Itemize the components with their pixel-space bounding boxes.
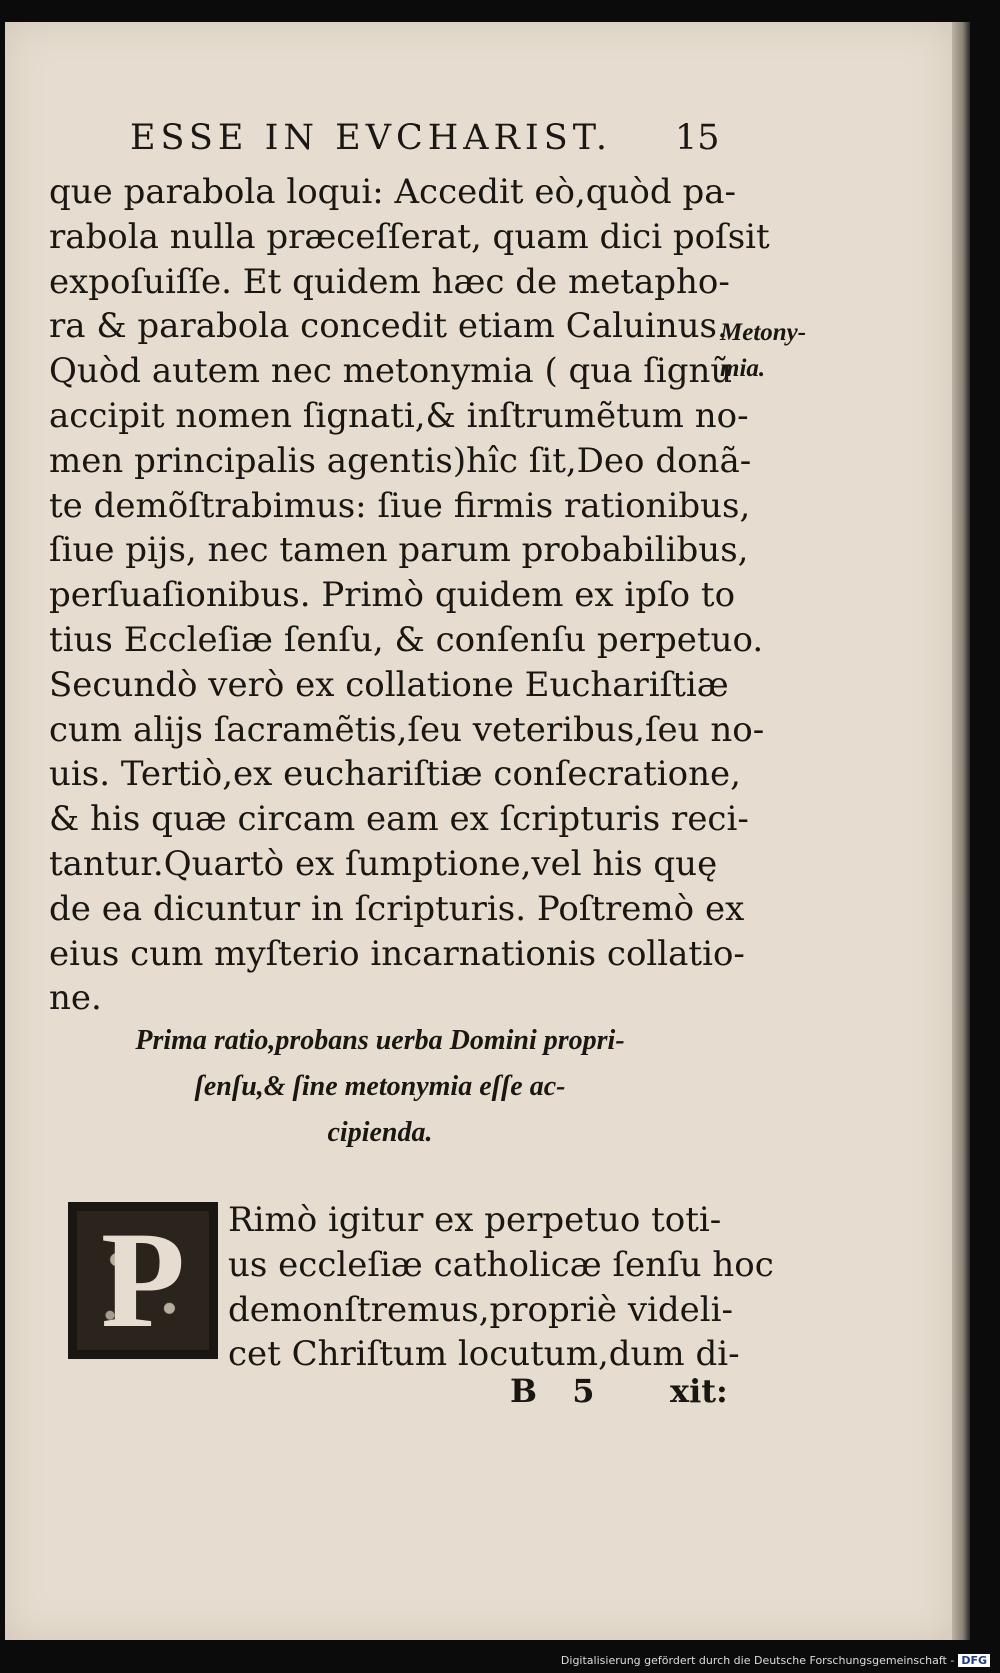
margin-note <box>720 315 830 387</box>
text-line: cet Chriſtum locutum,dum di- <box>228 1334 740 1375</box>
main-paragraph <box>49 170 770 1021</box>
text-line: Secundò verò ex collatione Euchariſtiæ <box>49 664 729 705</box>
text-line: ne. <box>49 978 102 1019</box>
section-heading <box>60 1018 700 1156</box>
text-line: Rimò igitur ex perpetuo toti- <box>228 1200 722 1240</box>
text-line: accipit nomen ſignati,& inſtrumẽtum no- <box>49 395 749 436</box>
page-number: 15 <box>675 118 720 158</box>
text-line: & his quæ circam eam ex ſcripturis reci- <box>49 799 749 840</box>
signature-mark: B 5 <box>510 1372 607 1410</box>
text-line: eius cum myſterio incarnationis collatio- <box>49 933 745 974</box>
text-line: rabola nulla præceſſerat, quam dici poſsit <box>49 216 770 257</box>
catchword: xit: <box>670 1372 728 1410</box>
text-line: men principalis agentis)hîc ſit,Deo donã- <box>49 440 752 481</box>
page-edge <box>952 22 970 1640</box>
heading-line: Prima ratio,probans uerba Domini propri- <box>135 1025 625 1056</box>
text-line: us eccleſiæ catholicæ ſenſu hoc <box>228 1244 774 1285</box>
decorated-initial <box>68 1202 218 1359</box>
text-line: expoſuiſſe. Et quidem hæc de metapho- <box>49 261 730 302</box>
funding-credit <box>561 1654 990 1667</box>
margin-note-line: mia. <box>720 355 766 382</box>
text-line: uis. Tertiò,ex euchariſtiæ conſecratione, <box>49 754 741 795</box>
margin-note-line: Metony- <box>720 319 807 346</box>
dfg-logo: DFG <box>958 1654 990 1667</box>
running-head <box>130 118 730 168</box>
text-line: tantur.Quartò ex ſumptione,vel his quę <box>49 843 718 884</box>
text-line: te demõſtrabimus: ſiue firmis rationibus, <box>49 485 751 526</box>
heading-line: cipienda. <box>327 1117 433 1148</box>
second-paragraph <box>228 1198 774 1377</box>
text-line: Quòd autem nec metonymia ( qua ſignũ <box>49 351 733 392</box>
text-line: ſiue pijs, nec tamen parum probabilibus, <box>49 530 749 571</box>
text-line: ra & parabola concedit etiam Caluinus. <box>49 306 728 347</box>
text-line: perſuaſionibus. Primò quidem ex ipſo to <box>49 575 736 616</box>
running-title: ESSE IN EVCHARIST. <box>130 118 613 158</box>
text-line: que parabola loqui: Accedit eò,quòd pa- <box>49 172 736 212</box>
funding-credit-text: Digitalisierung gefördert durch die Deutsche Forschungsgemeinschaft - <box>560 1654 955 1667</box>
text-line: demonſtremus,propriè videli- <box>228 1289 734 1330</box>
text-line: de ea dicuntur in ſcripturis. Poſtremò ex <box>49 888 745 929</box>
text-line: cum alijs ſacramẽtis,ſeu veteribus,ſeu no- <box>49 709 765 750</box>
text-line: tius Eccleſiæ ſenſu, & conſenſu perpetuo. <box>49 619 764 660</box>
heading-line: ſenſu,& ſine metonymia eſſe ac- <box>194 1071 566 1102</box>
initial-letter: P <box>100 1203 186 1356</box>
